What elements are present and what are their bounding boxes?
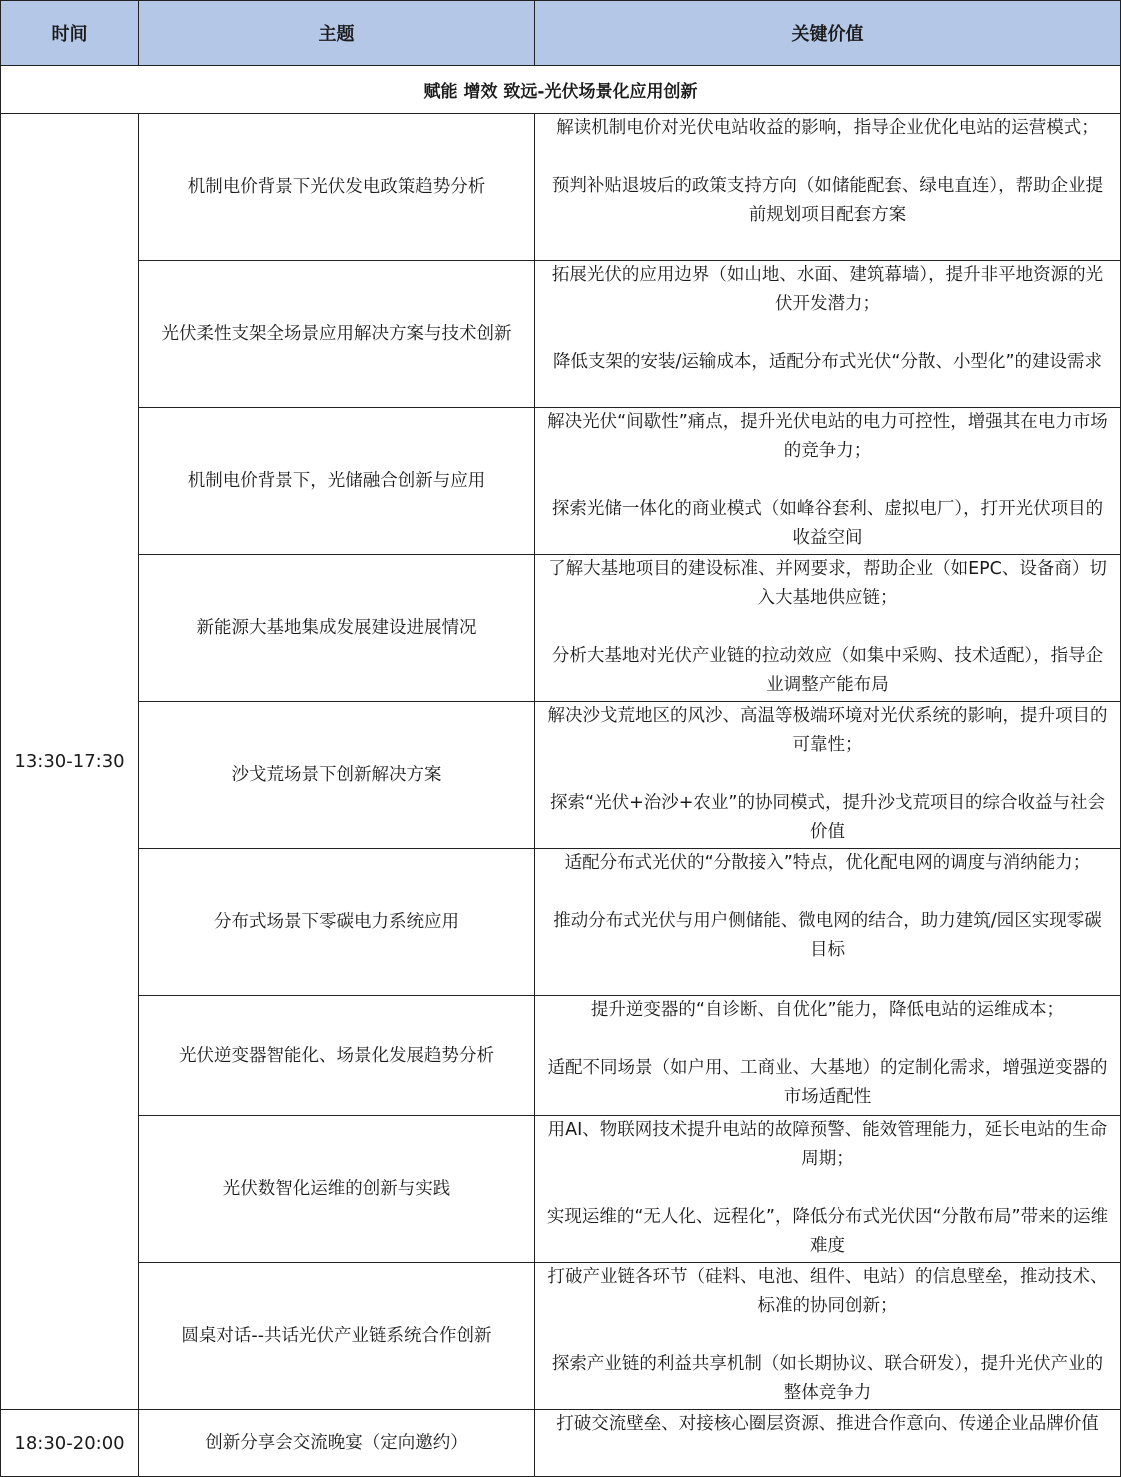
header-value: 关键价值	[535, 1, 1121, 66]
value-point: 打破交流壁垒、对接核心圈层资源、推进合作意向、传递企业品牌价值	[556, 1414, 1099, 1434]
value-point: 降低支架的安装/运输成本，适配分布式光伏“分散、小型化”的建设需求	[552, 352, 1103, 372]
table-row	[1, 1116, 1121, 1263]
value-point: 解决沙戈荒地区的风沙、高温等极端环境对光伏系统的影响，提升项目的可靠性；	[547, 706, 1108, 755]
table-row	[1, 1263, 1121, 1410]
table-row	[1, 408, 1121, 555]
topic-cell: 机制电价背景下，光储融合创新与应用	[139, 408, 535, 555]
header-row	[1, 1, 1121, 66]
value-point: 探索光储一体化的商业模式（如峰谷套利、虚拟电厂），打开光伏项目的收益空间	[551, 499, 1104, 548]
header-topic: 主题	[139, 1, 535, 66]
value-cell	[535, 1410, 1121, 1477]
value-cell	[535, 408, 1121, 555]
table-row	[1, 261, 1121, 408]
table-row	[1, 1410, 1121, 1477]
session-time: 13:30-17:30	[1, 114, 139, 1410]
value-point: 打破产业链各环节（硅料、电池、组件、电站）的信息壁垒，推动技术、标准的协同创新；	[547, 1267, 1108, 1316]
table-row	[1, 996, 1121, 1116]
value-cell	[535, 849, 1121, 996]
topic-cell: 光伏逆变器智能化、场景化发展趋势分析	[139, 996, 535, 1116]
topic-cell: 新能源大基地集成发展建设进展情况	[139, 555, 535, 702]
topic-cell: 光伏柔性支架全场景应用解决方案与技术创新	[139, 261, 535, 408]
value-cell	[535, 702, 1121, 849]
value-point: 探索产业链的利益共享机制（如长期协议、联合研发），提升光伏产业的整体竞争力	[551, 1354, 1104, 1403]
banner-row	[1, 66, 1121, 114]
section-banner: 赋能 增效 致远-光伏场景化应用创新	[1, 66, 1121, 114]
topic-cell: 分布式场景下零碳电力系统应用	[139, 849, 535, 996]
value-point: 适配分布式光伏的“分散接入”特点，优化配电网的调度与消纳能力；	[564, 853, 1091, 873]
session-time: 18:30-20:00	[1, 1410, 139, 1477]
value-point: 解决光伏“间歇性”痛点，提升光伏电站的电力可控性，增强其在电力市场的竞争力；	[547, 412, 1108, 461]
value-point: 探索“光伏+治沙+农业”的协同模式，提升沙戈荒项目的综合收益与社会价值	[550, 793, 1105, 842]
table-row	[1, 114, 1121, 261]
value-cell	[535, 261, 1121, 408]
topic-cell: 创新分享会交流晚宴（定向邀约）	[139, 1410, 535, 1477]
topic-cell: 沙戈荒场景下创新解决方案	[139, 702, 535, 849]
table-row	[1, 702, 1121, 849]
value-point: 提升逆变器的“自诊断、自优化”能力，降低电站的运维成本；	[590, 1000, 1065, 1020]
value-point: 分析大基地对光伏产业链的拉动效应（如集中采购、技术适配），指导企业调整产能布局	[551, 646, 1104, 695]
value-cell	[535, 114, 1121, 261]
topic-cell: 圆桌对话--共话光伏产业链系统合作创新	[139, 1263, 535, 1410]
value-point: 适配不同场景（如户用、工商业、大基地）的定制化需求，增强逆变器的市场适配性	[547, 1058, 1108, 1107]
topic-cell: 光伏数智化运维的创新与实践	[139, 1116, 535, 1263]
value-point: 用AI、物联网技术提升电站的故障预警、能效管理能力，延长电站的生命周期；	[547, 1120, 1108, 1169]
table-row	[1, 555, 1121, 702]
table-row	[1, 849, 1121, 996]
value-point: 实现运维的“无人化、远程化”，降低分布式光伏因“分散布局”带来的运维难度	[546, 1207, 1109, 1256]
value-cell	[535, 1263, 1121, 1410]
topic-cell: 机制电价背景下光伏发电政策趋势分析	[139, 114, 535, 261]
value-cell	[535, 1116, 1121, 1263]
value-cell	[535, 555, 1121, 702]
value-point: 预判补贴退坡后的政策支持方向（如储能配套、绿电直连），帮助企业提前规划项目配套方案	[551, 176, 1104, 225]
value-point: 了解大基地项目的建设标准、并网要求，帮助企业（如EPC、设备商）切入大基地供应链；	[548, 559, 1107, 608]
value-point: 推动分布式光伏与用户侧储能、微电网的结合，助力建筑/园区实现零碳目标	[553, 911, 1102, 960]
header-time: 时间	[1, 1, 139, 66]
value-cell	[535, 996, 1121, 1116]
value-point: 解读机制电价对光伏电站收益的影响，指导企业优化电站的运营模式；	[556, 118, 1099, 138]
value-point: 拓展光伏的应用边界（如山地、水面、建筑幕墙），提升非平地资源的光伏开发潜力；	[551, 265, 1104, 314]
